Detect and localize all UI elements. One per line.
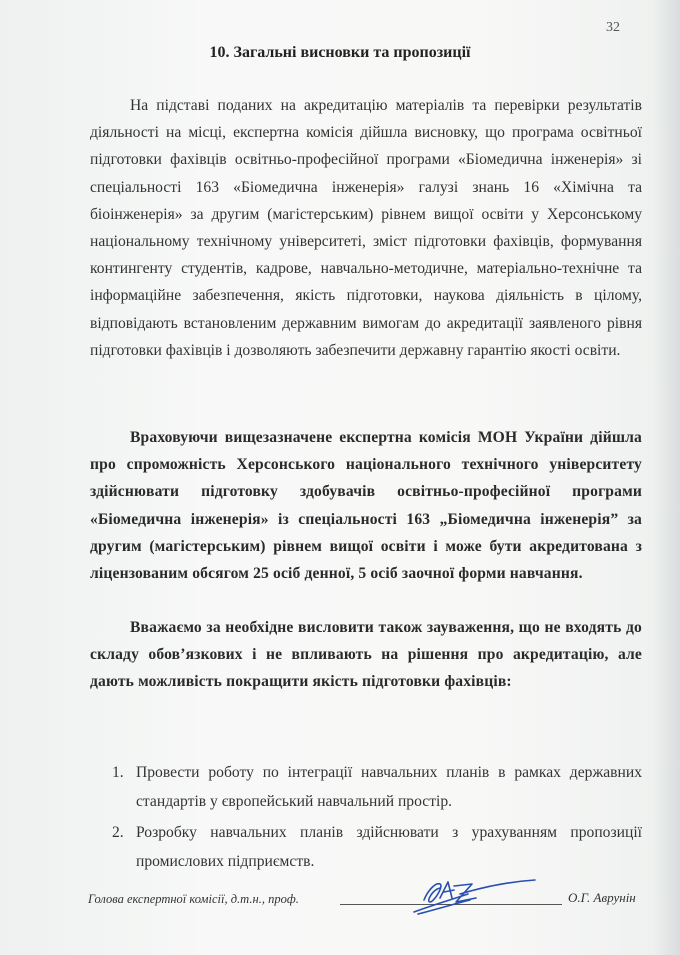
list-item	[112, 758, 642, 816]
recommendations-list	[112, 758, 642, 878]
conclusion-text: На підставі поданих на акредитацію матеріалів та перевірки результатів діяльності на місці, експертна комісія дійшла висновку, що програма освітньої підготовки фахівців освітньо-професійної програми «Біомедична інженерія» зі спеціальності 163 «Біомедична інженерія» галузі знань 16 «Хімічна та біоінженерія» за другим (магістерським) рівнем вищої освіти у Херсонському національному технічному університеті, зміст підготовки фахівців, формування контингенту студентів, кадрове, навчально-методичне, матеріально-технічне та інформаційне забезпечення, якість підготовки, наукова діяльність в цілому, відповідають встановленим державним вимогам до акредитації заявленого рівня підготовки фахівців і дозволяють забезпечити державну гарантію якості освіти.	[90, 97, 642, 359]
signatory-name: О.Г. Аврунін	[568, 890, 636, 905]
accreditation-text: Враховуючи вищезазначене експертна комісія МОН України дійшла про спроможність Херсонського національного технічного університету здійснювати підготовку здобувачів освітньо-професійної програми «Біомедична інженерія» із спеціальності 163 „Біомедична інженерія” за другим (магістерським) рівнем вищої освіти і може бути акредитована з ліцензованим обсягом 25 осіб денної, 5 осіб заочної форми навчання.	[90, 429, 642, 583]
list-item-text: Розробку навчальних планів здійснювати з урахуванням пропозиції промислових підприємств.	[136, 824, 642, 870]
page-number: 32	[606, 20, 620, 35]
remarks-paragraph	[90, 614, 642, 696]
signature-label: Голова експертної комісії, д.т.н., проф.	[88, 892, 299, 906]
list-item-number: 2.	[112, 824, 124, 841]
conclusion-paragraph	[90, 92, 642, 364]
section-title: 10. Загальні висновки та пропозиції	[209, 44, 471, 61]
handwritten-signature	[410, 872, 540, 916]
list-item	[112, 818, 642, 876]
list-item-number: 1.	[112, 764, 124, 781]
signature-block	[88, 888, 644, 912]
remarks-text: Вважаємо за необхідне висловити також зауваження, що не входять до складу обов’язкових і не впливають на рішення про акредитацію, але дають можливість покращити якість підготовки фахівців:	[90, 619, 642, 691]
list-item-text: Провести роботу по інтеграції навчальних планів в рамках державних стандартів у європейський навчальний простір.	[136, 764, 642, 810]
accreditation-paragraph	[90, 424, 642, 587]
